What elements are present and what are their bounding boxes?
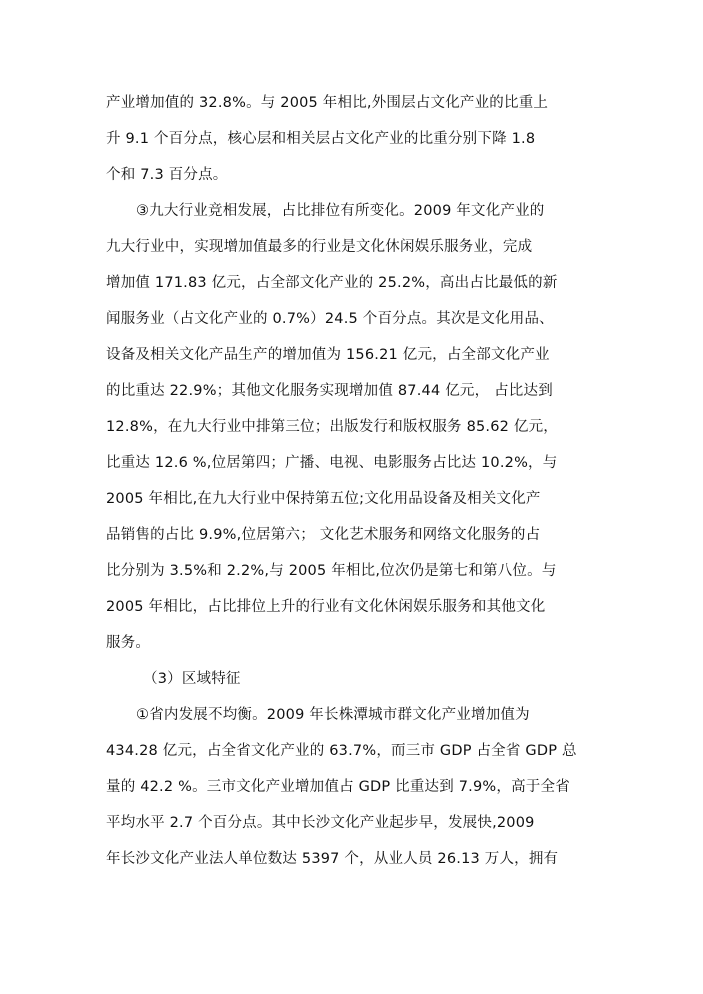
paragraph-start-line: ①省内发展不均衡。2009 年长株潭城市群文化产业增加值为 [136,707,530,723]
paragraph-start-line: ③九大行业竞相发展，占比排位有所变化。2009 年文化产业的 [136,203,545,219]
text-line: 升 9.1 个百分点，核心层和相关层占文化产业的比重分别下降 1.8 [106,131,536,147]
text-line: 增加值 171.83 亿元，占全部文化产业的 25.2%，高出占比最低的新 [106,275,558,291]
text-line: 九大行业中，实现增加值最多的行业是文化休闲娱乐服务业，完成 [106,239,533,255]
text-line: 的比重达 22.9%；其他文化服务实现增加值 87.44 亿元， 占比达到 [106,383,553,399]
text-line: 品销售的占比 9.9%,位居第六； 文化艺术服务和网络文化服务的占 [106,527,541,543]
section-heading: （3）区域特征 [143,671,241,687]
text-line: 年长沙文化产业法人单位数达 5397 个，从业人员 26.13 万人，拥有 [106,851,559,867]
text-line: 服务。 [106,635,151,651]
text-line: 产业增加值的 32.8%。与 2005 年相比,外围层占文化产业的比重上 [106,95,549,111]
text-line: 12.8%，在九大行业中排第三位；出版发行和版权服务 85.62 亿元， [106,419,558,435]
text-line: 平均水平 2.7 个百分点。其中长沙文化产业起步早，发展快,2009 [106,815,535,831]
text-line: 设备及相关文化产品生产的增加值为 156.21 亿元，占全部文化产业 [106,347,550,363]
text-line: 2005 年相比，占比排位上升的行业有文化休闲娱乐服务和其他文化 [106,599,546,615]
text-line: 2005 年相比,在九大行业中保持第五位;文化用品设备及相关文化产 [106,491,541,507]
text-line: 量的 42.2 %。三市文化产业增加值占 GDP 比重达到 7.9%，高于全省 [106,779,570,795]
text-line: 个和 7.3 百分点。 [106,167,228,183]
text-line: 比分别为 3.5%和 2.2%,与 2005 年相比,位次仍是第七和第八位。与 [106,563,557,579]
text-line: 434.28 亿元，占全省文化产业的 63.7%，而三市 GDP 占全省 GDP 总 [106,743,577,759]
text-line: 比重达 12.6 %,位居第四；广播、电视、电影服务占比达 10.2%，与 [106,455,558,471]
text-line: 闻服务业（占文化产业的 0.7%）24.5 个百分点。其次是文化用品、 [106,311,554,327]
